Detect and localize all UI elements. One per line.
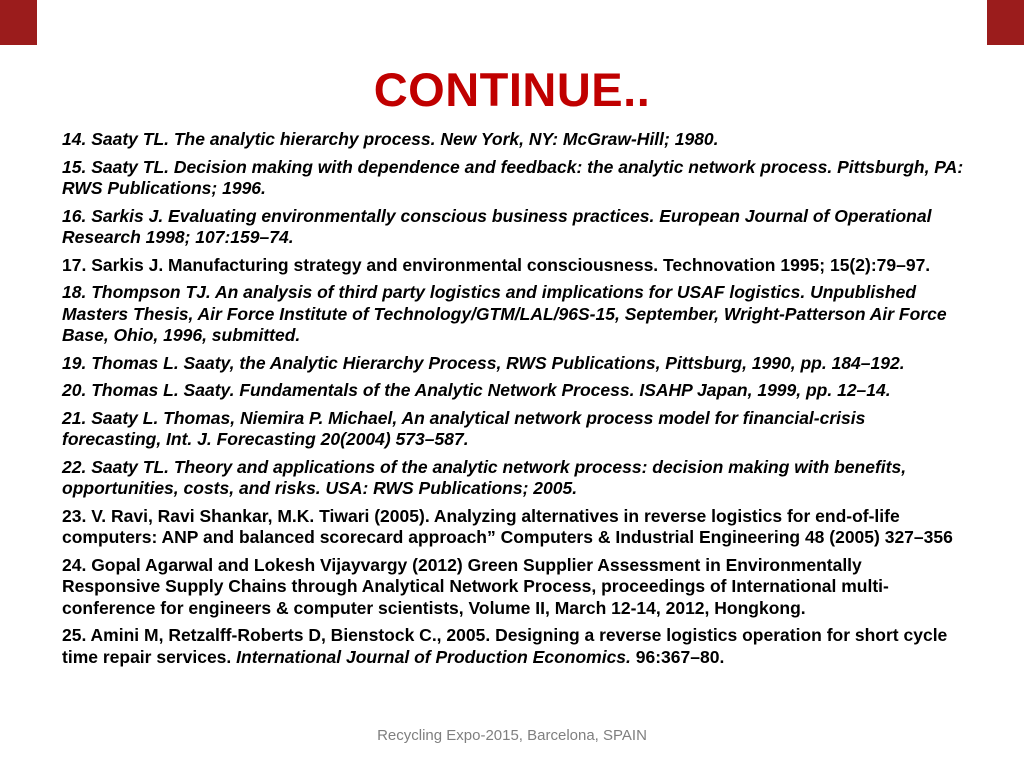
reference-item <box>62 380 964 402</box>
reference-text: 18. Thompson TJ. An analysis of third party logistics and implications for USAF logistics. Unpublished Masters Thesis, Air Force Institute of Technology/GTM/LAL/96S-15, September, Wright-Patterson Air Force Base, Ohio, 1996, submitted. <box>62 282 947 346</box>
reference-text: 24. Gopal Agarwal and Lokesh Vijayvargy (2012) Green Supplier Assessment in Environmentally Responsive Supply Chains through Analytical Network Process, proceedings of International multi-conference for engineers & computer scientists, Volume II, March 12-14, 2012, Hongkong. <box>62 554 889 618</box>
reference-text: 25. Amini M, Retzalff-Roberts D, Bienstock C., 2005. Designing a reverse logistics operation for short cycle time repair services. <box>62 625 948 667</box>
reference-text: 96:367–80. <box>630 646 725 667</box>
reference-text: 19. Thomas L. Saaty, the Analytic Hierarchy Process, RWS Publications, Pittsburg, 1990, pp. 184–192. <box>62 352 905 373</box>
references-list <box>62 129 964 668</box>
reference-item <box>62 206 964 249</box>
reference-text: International Journal of Production Economics. <box>236 646 631 667</box>
reference-item <box>62 282 964 347</box>
reference-text: 20. Thomas L. Saaty. Fundamentals of the Analytic Network Process. ISAHP Japan, 1999, pp. 12–14. <box>62 380 891 401</box>
reference-text: 17. Sarkis J. Manufacturing strategy and environmental consciousness. Technovation 1995; 15(2):79–97. <box>62 254 931 275</box>
reference-text: 21. Saaty L. Thomas, Niemira P. Michael, An analytical network process model for financial-crisis forecasting, Int. J. Forecasting 20(2004) 573–587. <box>62 407 866 450</box>
reference-item <box>62 129 964 151</box>
slide-corner-decoration-right <box>987 0 1024 45</box>
slide-title: CONTINUE.. <box>373 63 651 116</box>
reference-text: 23. V. Ravi, Ravi Shankar, M.K. Tiwari (2005). Analyzing alternatives in reverse logistics for end-of-life computers: ANP and balanced scorecard approach” Computers & Industrial Engineering 48 (2005) 327–356 <box>62 505 953 548</box>
reference-item <box>62 353 964 375</box>
reference-text: 22. Saaty TL. Theory and applications of the analytic network process: decision making with benefits, opportunities, costs, and risks. USA: RWS Publications; 2005. <box>62 456 907 499</box>
slide-footer: Recycling Expo-2015, Barcelona, SPAIN <box>377 727 647 744</box>
reference-item <box>62 555 964 620</box>
reference-text: 15. Saaty TL. Decision making with dependence and feedback: the analytic network process. Pittsburgh, PA: RWS Publications; 1996. <box>62 156 964 199</box>
reference-item <box>62 255 964 277</box>
reference-item <box>62 157 964 200</box>
reference-item <box>62 625 964 668</box>
reference-item <box>62 506 964 549</box>
reference-item <box>62 457 964 500</box>
reference-text: 14. Saaty TL. The analytic hierarchy process. New York, NY: McGraw-Hill; 1980. <box>62 129 719 149</box>
slide-corner-decoration-left <box>0 0 37 45</box>
reference-text: 16. Sarkis J. Evaluating environmentally conscious business practices. European Journal of Operational Research 1998; 107:159–74. <box>62 205 932 248</box>
reference-item <box>62 408 964 451</box>
